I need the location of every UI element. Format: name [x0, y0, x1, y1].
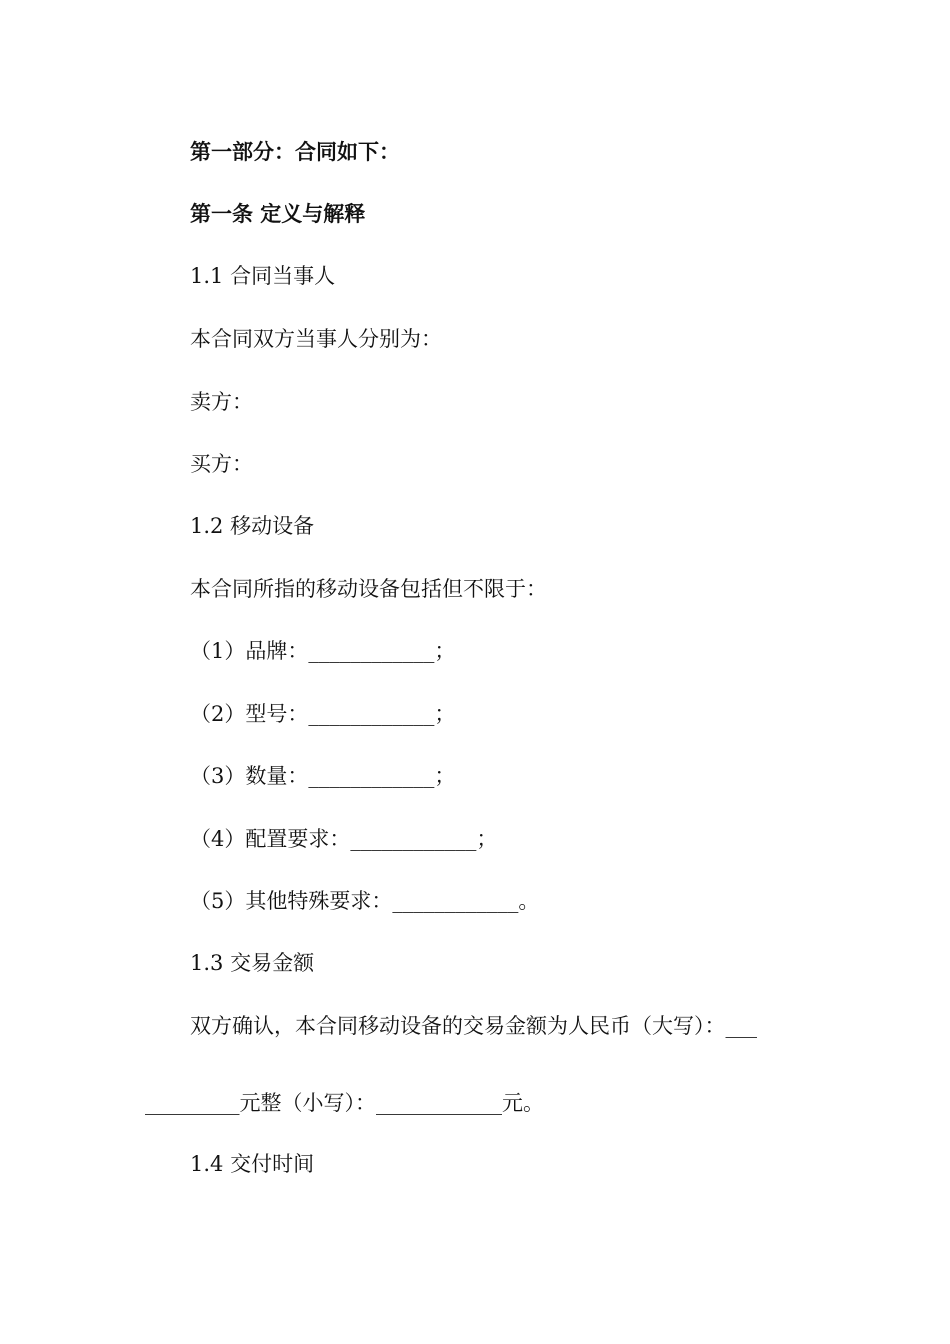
- section-heading-parties: 1.1 合同当事人: [190, 264, 336, 288]
- part-heading: 第一部分：合同如下：: [190, 140, 400, 164]
- list-item-model: （2）型号：____________；: [190, 702, 456, 726]
- paragraph-parties-intro: 本合同双方当事人分别为：: [190, 327, 442, 351]
- buyer-line: 买方：: [190, 452, 253, 476]
- paragraph-device-intro: 本合同所指的移动设备包括但不限于：: [190, 577, 547, 601]
- list-item-config: （4）配置要求：____________；: [190, 827, 498, 851]
- list-item-brand: （1）品牌：____________；: [190, 639, 456, 663]
- seller-line: 卖方：: [190, 390, 253, 414]
- section-heading-amount: 1.3 交易金额: [190, 951, 315, 975]
- list-item-quantity: （3）数量：____________；: [190, 764, 456, 788]
- article-heading: 第一条 定义与解释: [190, 202, 366, 226]
- paragraph-amount-continued: _________元整（小写）：____________元。: [145, 1091, 544, 1115]
- section-heading-device: 1.2 移动设备: [190, 514, 315, 538]
- section-heading-delivery: 1.4 交付时间: [190, 1152, 315, 1176]
- list-item-special: （5）其他特殊要求：____________。: [190, 889, 540, 913]
- paragraph-amount: 双方确认，本合同移动设备的交易金额为人民币（大写）：___: [190, 1014, 757, 1038]
